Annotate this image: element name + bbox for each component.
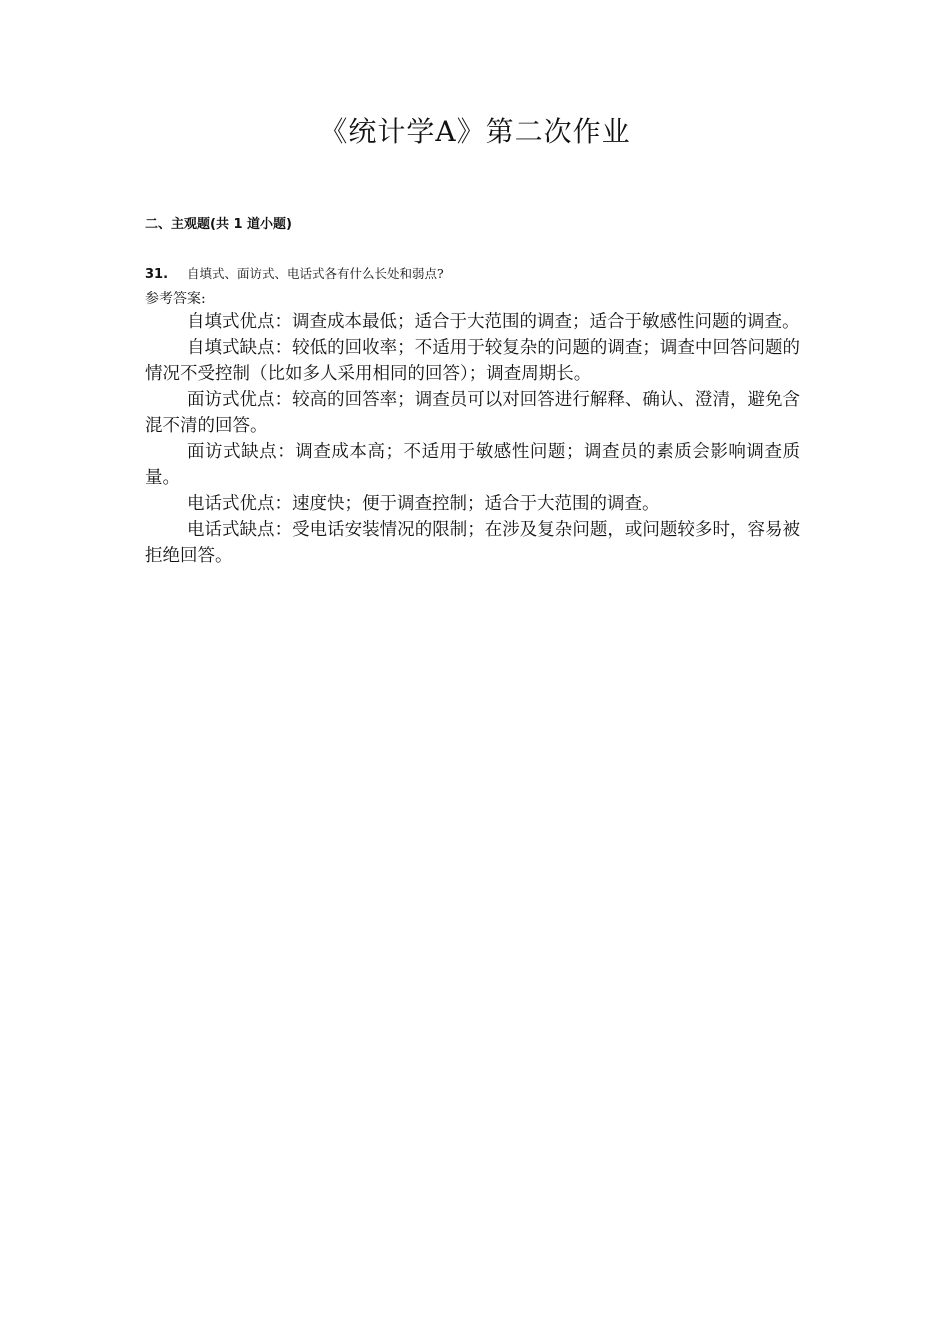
answer-label: 参考答案: (145, 291, 206, 307)
section-heading: 二、主观题(共 1 道小题) (145, 217, 292, 232)
answer-paragraph: 面访式缺点：调查成本高；不适用于敏感性问题；调查员的素质会影响调查质量。 (145, 442, 800, 488)
page-title: 《统计学A》第二次作业 (319, 115, 631, 148)
answer-paragraph: 自填式缺点：较低的回收率；不适用于较复杂的问题的调查；调查中回答问题的情况不受控制（比如多人采用相同的回答）；调查周期长。 (145, 338, 800, 384)
answer-paragraph: 电话式优点：速度快；便于调查控制；适合于大范围的调查。 (187, 494, 660, 514)
answer-body (145, 309, 800, 569)
answer-paragraph: 电话式缺点：受电话安装情况的限制；在涉及复杂问题，或问题较多时，容易被拒绝回答。 (145, 520, 800, 566)
question-text: 自填式、面访式、电话式各有什么长处和弱点? (187, 266, 444, 281)
question (145, 264, 805, 285)
answer-paragraph: 面访式优点：较高的回答率；调查员可以对回答进行解释、确认、澄清，避免含混不清的回答。 (145, 390, 800, 436)
question-number: 31. (145, 267, 169, 282)
answer-paragraph: 自填式优点：调查成本最低；适合于大范围的调查；适合于敏感性问题的调查。 (187, 312, 800, 332)
